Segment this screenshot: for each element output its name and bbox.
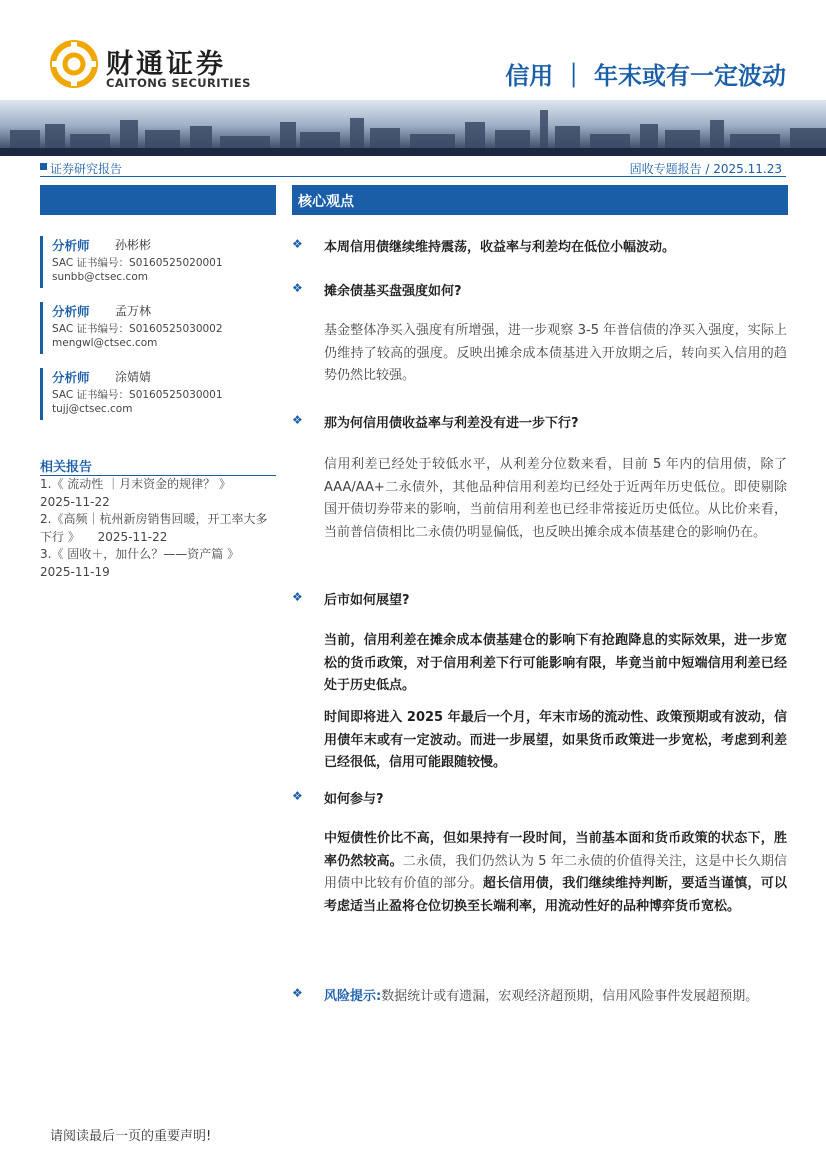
analyst-card [40, 302, 276, 354]
logo-english-name: CAITONG SECURITIES [106, 76, 251, 90]
analyst-role: 分析师 [52, 370, 90, 385]
logo-chinese-name: 财通证券 [106, 49, 226, 80]
related-report-text: 2.《高频｜杭州新房销售回暖，开工率大多下行 》 [40, 512, 268, 544]
report-meta-bar [40, 159, 786, 177]
bullet-heading: 那为何信用债收益率与利差没有进一步下行? [324, 416, 579, 431]
related-report-date: 2025-11-22 [97, 529, 168, 544]
analyst-card [40, 236, 276, 288]
analyst-role: 分析师 [52, 304, 90, 319]
report-title: 信用 ｜ 年末或有一定波动 [505, 62, 786, 90]
related-report-item[interactable] [40, 511, 276, 546]
diamond-bullet-icon: ❖ [292, 789, 303, 803]
diamond-bullet-icon: ❖ [292, 413, 303, 427]
risk-label: 风险提示: [324, 989, 382, 1004]
bullet-heading: 摊余债基买盘强度如何? [324, 284, 462, 299]
page-header [0, 0, 826, 176]
footer-disclaimer-note: 请阅读最后一页的重要声明! [50, 1129, 212, 1144]
company-logo [50, 40, 250, 95]
related-report-item[interactable] [40, 546, 276, 581]
body-paragraph: 基金整体净买入强度有所增强，进一步观察 3-5 年普信债的净买入强度，实际上仍维持了较高的强度。反映出摊余成本债基进入开放期之后，转向买入信用的趋势仍然比较强。 [324, 323, 787, 383]
risk-text: 数据统计或有遗漏，宏观经济超预期，信用风险事件发展超预期。 [381, 989, 759, 1004]
diamond-bullet-icon: ❖ [292, 237, 303, 251]
analyst-email: sunbb@ctsec.com [52, 271, 148, 283]
related-report-text: 1.《 流动性 ｜月末资金的规律？ 》 [40, 477, 231, 491]
analyst-sac-number: SAC 证书编号：S0160525020001 [52, 257, 223, 269]
core-views-header: 核心观点 [292, 185, 788, 215]
caitong-logo-icon [50, 40, 98, 88]
analyst-name: 涂婧婧 [115, 370, 152, 384]
analyst-name: 孙彬彬 [115, 238, 152, 252]
bold-text: 中短债性价比不高，但如果持有一段时间，当前基本面和货币政策的状态下，胜率仍然较高。 [324, 831, 787, 869]
risk-line [324, 985, 758, 1004]
bold-text: 超长信用债，我们继续维持判断，要适当谨慎，可以考虑适当止盈将仓位切换至长端利率，用流动性好的品种博弈货币宽松。 [324, 876, 787, 914]
analyst-sac-number: SAC 证书编号：S0160525030002 [52, 323, 223, 335]
related-reports-list [40, 476, 276, 581]
body-paragraph [324, 828, 787, 918]
bullet-heading: 如何参与? [324, 792, 384, 807]
related-report-text: 3.《 固收＋，加什么？——资产篇 》 [40, 547, 240, 561]
analyst-role: 分析师 [52, 238, 90, 253]
bullet-heading: 后市如何展望? [324, 593, 410, 608]
related-report-date: 2025-11-22 [40, 494, 110, 509]
left-column-header-bar [40, 185, 276, 215]
report-type: 证券研究报告 [50, 162, 123, 176]
report-category-date: 固收专题报告 / 2025.11.23 [629, 162, 782, 176]
analyst-name: 孟万林 [115, 304, 152, 318]
normal-text: 二永债，我们仍然认为 5 年二永债的价值得关注，这是中长久期信用债中比较有价值的部分。 [324, 853, 787, 891]
related-report-item[interactable] [40, 476, 276, 511]
body-paragraph: 当前，信用利差在摊余成本债基建仓的影响下有抢跑降息的实际效果，进一步宽松的货币政策，对于信用利差下行可能影响有限，毕竟当前中短端信用利差已经处于历史低点。 [324, 633, 787, 693]
bullet-heading: 本周信用债继续维持震荡，收益率与利差均在低位小幅波动。 [324, 240, 676, 255]
body-paragraph: 信用利差已经处于较低水平，从利差分位数来看，目前 5 年内的信用债，除了 AAA/AA+二永债外，其他品种信用利差均已经处于近两年历史低位。即使剔除国开债切券带来的影响，当前信用利差也已经非常接近历史低位。从比价来看，当前普信债相比二永债仍明显偏低，也反映出摊余成本债基建仓的影响仍在。 [324, 457, 787, 540]
analyst-sac-number: SAC 证书编号：S0160525030001 [52, 389, 223, 401]
body-paragraph: 时间即将进入 2025 年最后一个月，年末市场的流动性、政策预期或有波动，信用债年末或有一定波动。而进一步展望，如果货币政策进一步宽松，考虑到利差已经很低，信用可能跟随较慢。 [324, 710, 787, 770]
diamond-bullet-icon: ❖ [292, 986, 303, 1000]
city-skyline-banner [0, 100, 826, 156]
analyst-email: mengwl@ctsec.com [52, 337, 158, 349]
related-reports-title: 相关报告 [40, 456, 276, 476]
related-report-date: 2025-11-19 [40, 564, 110, 579]
analyst-email: tujj@ctsec.com [52, 403, 133, 415]
diamond-bullet-icon: ❖ [292, 590, 303, 604]
diamond-bullet-icon: ❖ [292, 281, 303, 295]
analyst-card [40, 368, 276, 420]
